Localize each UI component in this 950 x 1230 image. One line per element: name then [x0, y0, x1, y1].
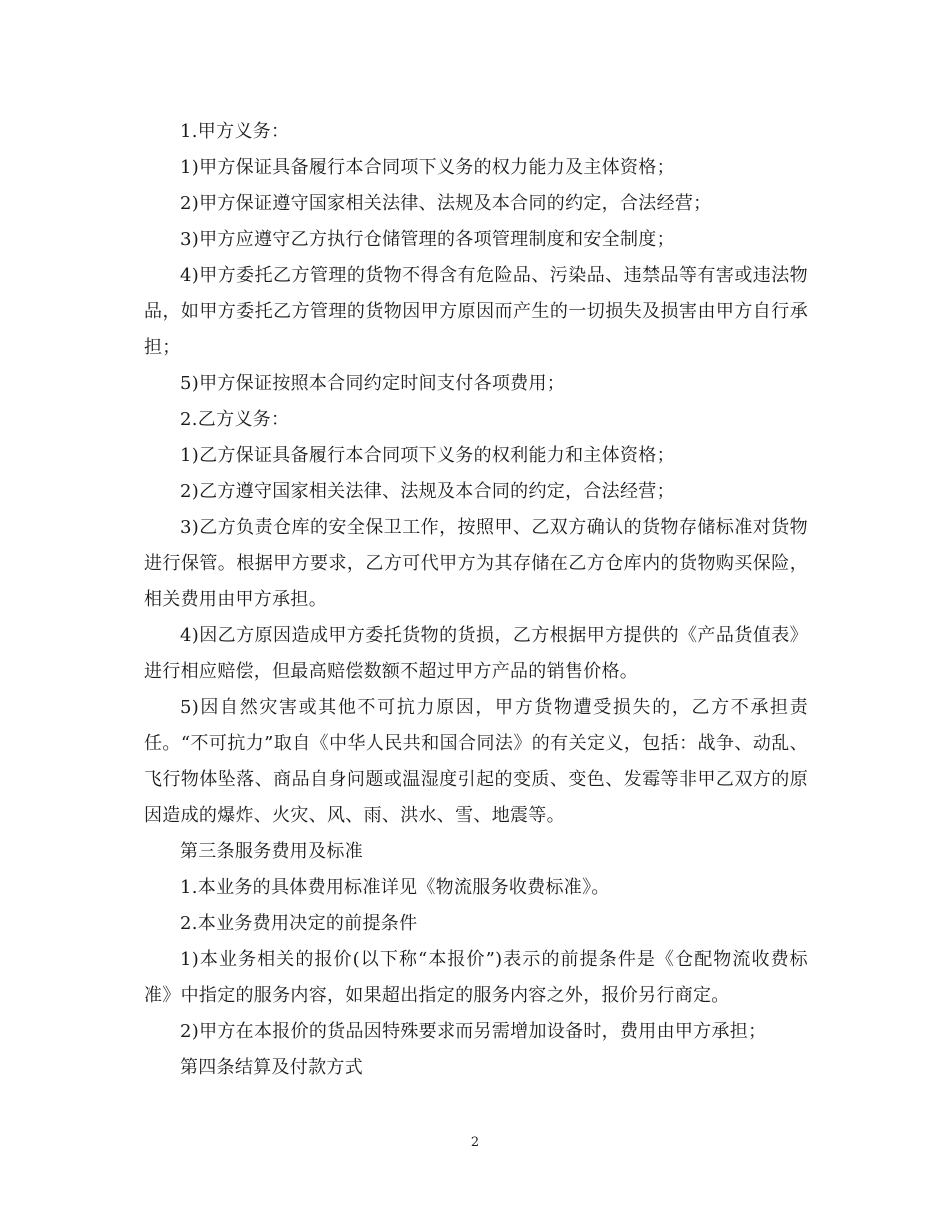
paragraph-fee-standard: 1.本业务的具体费用标准详见《物流服务收费标准》。 — [180, 877, 610, 898]
section-heading-article-4: 第四条结算及付款方式 — [180, 1057, 363, 1078]
paragraph-party-a-duties-heading: 1.甲方义务： — [180, 121, 290, 142]
paragraph-fee-precondition-2: 2)甲方在本报价的货品因特殊要求而另需增加设备时，费用由甲方承担； — [180, 1021, 767, 1042]
page-number: 2 — [470, 1135, 480, 1150]
paragraph-fee-precondition-1: 1)本业务相关的报价(以下称“本报价”)表示的前提条件是《仓配物流收费标准》中指定的服务内容，如果超出指定的服务内容之外，报价另行商定。 — [144, 949, 808, 1006]
paragraph-party-a-duty-5: 5)甲方保证按照本合同约定时间支付各项费用； — [180, 373, 566, 394]
paragraph-party-b-duty-3: 3)乙方负责仓库的安全保卫工作，按照甲、乙双方确认的货物存储标准对货物进行保管。根据甲方要求，乙方可代甲方为其存储在乙方仓库内的货物购买保险，相关费用由甲方承担。 — [144, 517, 808, 610]
paragraph-party-b-duty-4: 4)因乙方原因造成甲方委托货物的货损，乙方根据甲方提供的《产品货值表》进行相应赔偿，但最高赔偿数额不超过甲方产品的销售价格。 — [144, 625, 808, 682]
paragraph-party-a-duty-3: 3)甲方应遵守乙方执行仓储管理的各项管理制度和安全制度； — [180, 229, 675, 250]
section-heading-article-3: 第三条服务费用及标准 — [180, 841, 363, 862]
document-body — [144, 114, 808, 1086]
paragraph-party-a-duty-4: 4)甲方委托乙方管理的货物不得含有危险品、污染品、违禁品等有害或违法物品，如甲方委托乙方管理的货物因甲方原因而产生的一切损失及损害由甲方自行承担； — [144, 265, 808, 358]
paragraph-party-b-duty-5: 5)因自然灾害或其他不可抗力原因，甲方货物遭受损失的，乙方不承担责任。“不可抗力”取自《中华人民共和国合同法》的有关定义，包括：战争、动乱、飞行物体坠落、商品自身问题或温湿度引起的变质、变色、发霉等非甲乙双方的原因造成的爆炸、火灾、风、雨、洪水、雪、地震等。 — [144, 697, 808, 826]
paragraph-party-b-duty-1: 1)乙方保证具备履行本合同项下义务的权利能力和主体资格； — [180, 445, 675, 466]
paragraph-party-a-duty-2: 2)甲方保证遵守国家相关法律、法规及本合同的约定，合法经营； — [180, 193, 712, 214]
paragraph-party-a-duty-1: 1)甲方保证具备履行本合同项下义务的权力能力及主体资格； — [180, 157, 675, 178]
paragraph-party-b-duties-heading: 2.乙方义务： — [180, 409, 290, 430]
paragraph-party-b-duty-2: 2)乙方遵守国家相关法律、法规及本合同的约定，合法经营； — [180, 481, 675, 502]
paragraph-fee-preconditions-heading: 2.本业务费用决定的前提条件 — [180, 913, 418, 934]
